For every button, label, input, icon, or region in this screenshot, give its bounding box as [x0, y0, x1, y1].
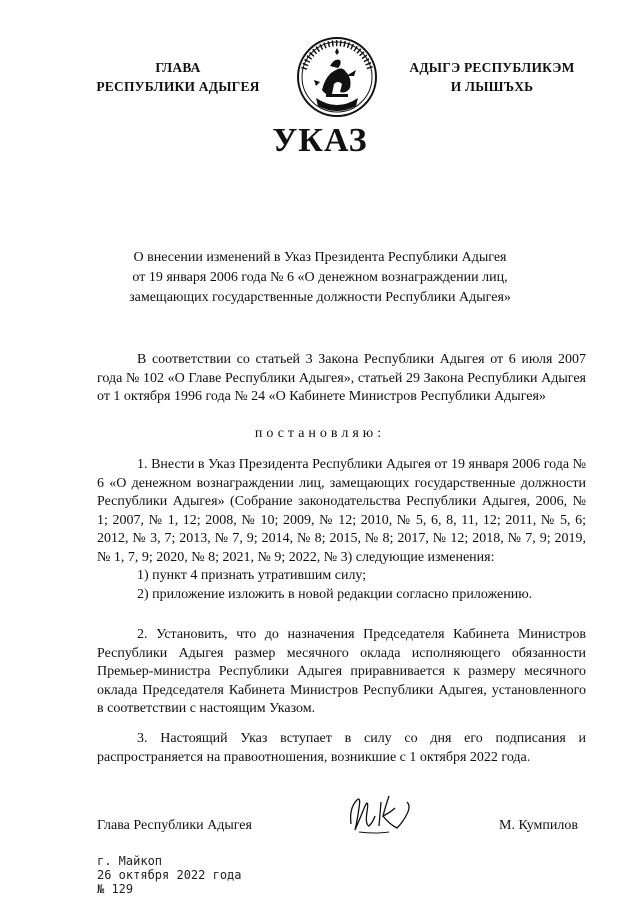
clause-1-item-2: 2) приложение изложить в новой редакции согласно приложению.	[137, 586, 533, 602]
issuer-line-2: РЕСПУБЛИКИ АДЫГЕЯ	[96, 79, 260, 94]
subject-line-2: от 19 января 2006 года № 6 «О денежном вознаграждении лиц,	[132, 270, 508, 285]
footer-date: 26 октября 2022 года	[97, 868, 242, 882]
preamble-paragraph: В соответствии со статьей 3 Закона Республики Адыгея от 6 июля 2007 года № 102 «О Главе Республики Адыгея», статьей 29 Закона Республики Адыгея от 1 октября 1996 года № 24 «О Кабинете Министров Республики Адыгея»	[97, 352, 586, 404]
coat-of-arms-icon	[296, 36, 378, 118]
clause-3: 3. Настоящий Указ вступает в силу со дня его подписания и распространяется на правоотношения, возникшие с 1 октября 2022 года.	[97, 731, 586, 765]
signatory-position: Глава Республики Адыгея	[97, 818, 252, 833]
handwritten-signature	[345, 786, 420, 841]
subject-line-1: О внесении изменений в Указ Президента Республики Адыгея	[133, 250, 507, 265]
document-footer	[97, 854, 242, 896]
clause-1-item-1: 1) пункт 4 признать утратившим силу;	[137, 568, 367, 583]
clause-1	[97, 456, 586, 604]
document-subject	[100, 248, 540, 308]
signatory-name: М. Кумпилов	[499, 818, 578, 833]
document-title: УКАЗ	[272, 122, 368, 159]
clause-1-text: 1. Внести в Указ Президента Республики Адыгея от 19 января 2006 года № 6 «О денежном вознаграждении лиц, замещающих государственные должности Республики Адыгея» (Собрание законодательства Республики Адыгея, 2006, № 1; 2007, № 1, 12; 2008, № 10; 2009, № 12; 2010, № 5, 6, 8, 11, 12; 2011, № 5, 6; 2012, № 3, 7; 2013, № 7, 9; 2014, № 8; 2015, № 8; 2017, № 12; 2018, № 7, 9; 2019, № 1, 7, 9; 2020, № 8; 2021, № 9; 2022, № 3) следующие изменения:	[97, 457, 586, 565]
subject-line-3: замещающих государственные должности Республики Адыгея»	[129, 290, 511, 305]
decree-word: постановляю:	[254, 426, 386, 441]
issuer-line-1: ГЛАВА	[155, 60, 201, 75]
issuer-header-russian	[78, 58, 278, 96]
footer-place: г. Майкоп	[97, 854, 163, 868]
issuer-line-1-adyghe: АДЫГЭ РЕСПУБЛИКЭМ	[409, 60, 575, 75]
footer-number: № 129	[97, 882, 134, 896]
issuer-line-2-adyghe: И ЛЫШЪХЬ	[450, 79, 534, 94]
clause-2: 2. Установить, что до назначения Председателя Кабинета Министров Республики Адыгея размер месячного оклада исполняющего обязанности Премьер-министра Республики Адыгея приравнивается к размеру месячного оклада Председателя Кабинета Министров Республики Адыгея, установленного в соответствии с настоящим Указом.	[97, 627, 586, 716]
issuer-header-adyghe	[392, 58, 592, 96]
